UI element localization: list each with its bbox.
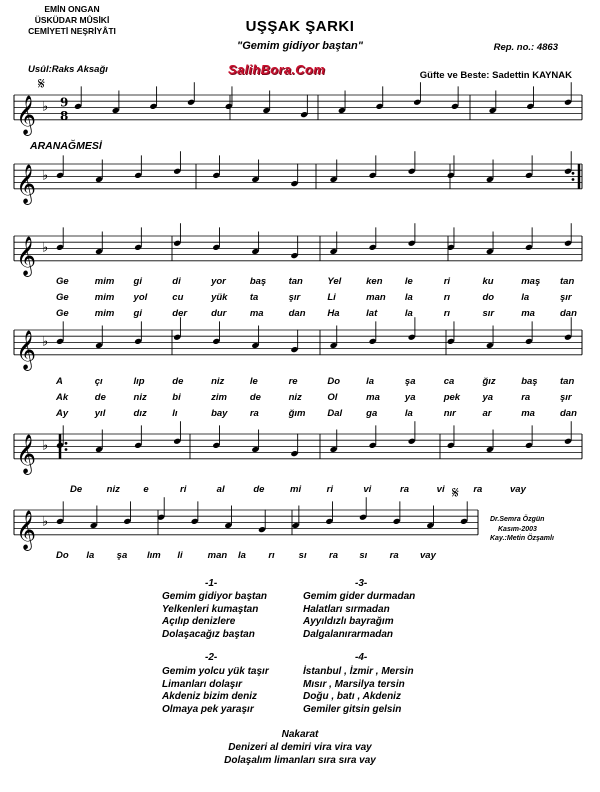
lyric-syllable: Li (327, 292, 336, 303)
song-title: UŞŞAK ŞARKI (245, 18, 355, 35)
lyric-syllable: lıp (133, 376, 145, 387)
lyric-syllable: şır (288, 292, 301, 303)
lyric-syllable: la (521, 292, 530, 303)
stanza-line: Yelkenleri kumaştan (162, 603, 259, 615)
time-signature-bottom: 8 (60, 108, 69, 123)
lyric-syllable: şır (560, 392, 572, 403)
treble-clef-icon: 𝄞 (16, 163, 37, 204)
lyric-syllable: ku (482, 276, 494, 287)
stanza-line: İstanbul , İzmir , Mersin (303, 666, 414, 677)
lyric-syllable: ma (521, 408, 535, 419)
lyric-syllable: vay (420, 550, 436, 561)
usul-label: Usûl:Raks Aksağı (28, 64, 108, 75)
lyric-syllable: la (238, 550, 246, 561)
key-signature-icon: ♭ (42, 99, 49, 115)
lyric-syllable: la (366, 376, 375, 387)
lyric-syllable: Yel (327, 276, 342, 287)
lyric-syllable: la (404, 308, 413, 319)
lyric-syllable: Ha (327, 308, 340, 319)
stanza-line: Açılıp denizlere (162, 616, 236, 628)
lyric-syllable: niz (106, 484, 120, 495)
lyric-syllable: baş (249, 276, 267, 287)
lyric-syllable: niz (288, 392, 302, 403)
lyric-syllable: Ge (56, 292, 69, 303)
lyric-syllable: Ol (327, 392, 338, 403)
song-subtitle: "Gemim gidiyor baştan" (237, 40, 363, 52)
lyric-syllable: dur (211, 308, 227, 319)
lyric-syllable: dan (560, 408, 577, 419)
lyric-syllable: vi (436, 484, 445, 495)
lyric-syllable: mim (94, 308, 115, 319)
stanza-line: Akdeniz bizim deniz (162, 691, 258, 703)
stanza-line: Limanları dolaşır (162, 678, 243, 690)
lyric-syllable: baş (521, 376, 538, 387)
treble-clef-icon: 𝄞 (16, 235, 37, 276)
stanza-line: Gemim gidiyor baştan (162, 591, 268, 602)
publisher-line: CEMİYETİ NEŞRİYÂTI (28, 26, 116, 36)
treble-clef-icon: 𝄞 (16, 509, 37, 550)
lyric-syllable: Do (327, 376, 341, 387)
lyric-syllable: ra (400, 484, 409, 495)
lyric-syllable: ta (249, 292, 259, 303)
lyric-syllable: yıl (94, 408, 106, 419)
lyric-syllable: pek (443, 392, 461, 403)
lyric-syllable: Dal (327, 408, 343, 419)
lyric-syllable: vay (510, 484, 526, 495)
lyric-syllable: man (366, 292, 386, 303)
lyric-syllable: ra (249, 408, 259, 419)
refrain-line: Denizeri al demiri vira vira vay (228, 742, 372, 753)
lyric-syllable: yor (211, 276, 226, 287)
lyric-syllable: le (249, 376, 258, 387)
lyric-syllable: Do (56, 550, 69, 561)
stanza-number: -4- (355, 652, 368, 663)
stanza-line: Gemiler gitsin gelsin (303, 703, 402, 715)
lyric-syllable: bay (211, 408, 228, 419)
lyric-syllable: ğım (288, 408, 306, 419)
segno-icon: 𝄋 (452, 483, 459, 502)
lyric-syllable: vi (363, 484, 372, 495)
key-signature-icon: ♭ (42, 334, 49, 350)
lyric-syllable: Ay (56, 408, 69, 419)
key-signature-icon: ♭ (42, 240, 49, 256)
lyric-syllable: zim (211, 392, 227, 403)
lyric-syllable: mi (290, 484, 302, 495)
refrain-label: Nakarat (281, 729, 319, 740)
stanza-line: Mısır , Marsilya tersin (303, 678, 405, 690)
lyric-syllable: lım (147, 550, 161, 561)
lyric-syllable: şa (116, 550, 128, 561)
lyric-syllable: ri (443, 276, 451, 287)
lyric-syllable: mim (94, 276, 115, 287)
stanza-line: Dalgalanırarmadan (303, 628, 394, 640)
lyric-syllable: de (172, 376, 184, 387)
lyric-syllable: ri (326, 484, 333, 495)
lyric-syllable: man (207, 550, 228, 561)
lyric-syllable: ra (473, 484, 483, 495)
transcriber-credits (490, 515, 554, 544)
lyric-syllable: ma (366, 392, 380, 403)
refrain-line: Dolaşalım limanları sıra sıra vay (224, 755, 376, 766)
lyric-syllable: gi (133, 308, 142, 319)
lyric-syllable: çı (94, 376, 103, 387)
lyric-syllable: rı (443, 308, 451, 319)
repeat-dot (572, 172, 575, 175)
lyric-syllable: do (482, 292, 495, 303)
stanza-2 (162, 666, 269, 716)
lyric-syllable: ma (249, 308, 264, 319)
treble-clef-icon: 𝄞 (16, 433, 37, 474)
lyric-syllable: de (94, 392, 106, 403)
stanza-line: Gemim gider durmadan (303, 591, 416, 602)
lyric-syllable: der (172, 308, 188, 319)
treble-clef-icon: 𝄞 (16, 329, 37, 370)
lyric-syllable: ga (366, 408, 378, 419)
lyric-syllable: niz (211, 376, 225, 387)
lyric-syllable: ğız (482, 376, 496, 387)
stanza-line: Dolaşacağız baştan (162, 628, 255, 640)
lyric-syllable: li (177, 550, 183, 561)
lyric-syllable: ya (482, 392, 494, 403)
time-signature-top: 9 (60, 95, 69, 110)
repeat-dot (65, 442, 68, 445)
lyric-syllable: ca (443, 376, 455, 387)
lyric-syllable: de (249, 392, 261, 403)
lyric-syllable: ri (180, 484, 187, 495)
stanza-line: Olmaya pek yaraşır (162, 703, 254, 715)
lyric-syllable: la (404, 408, 413, 419)
lyric-syllable: al (216, 484, 225, 495)
repeat-dot (65, 448, 68, 451)
lyric-syllable: sı (359, 550, 368, 561)
lyric-syllable: rı (443, 292, 451, 303)
stanza-line: Ayyıldızlı bayrağım (303, 616, 394, 628)
site-logo: SalihBora.Com (228, 62, 326, 77)
lyric-syllable: di (172, 276, 181, 287)
lyric-syllable: Ak (56, 392, 69, 403)
stanza-line: Gemim yolcu yük taşır (162, 666, 269, 677)
lyric-syllable: le (404, 276, 413, 287)
lyric-syllable: şa (404, 376, 416, 387)
lyric-syllable: e (143, 484, 149, 495)
lyric-syllable: ra (521, 392, 531, 403)
lyric-syllable: bi (172, 392, 181, 403)
treble-clef-icon: 𝄞 (16, 94, 37, 135)
lyric-syllable: ken (366, 276, 383, 287)
lyric-syllable: la (404, 292, 413, 303)
key-signature-icon: ♭ (42, 168, 49, 184)
segno-icon: 𝄋 (38, 74, 45, 93)
lyric-syllable: ar (482, 408, 492, 419)
stanza-number: -2- (205, 652, 218, 663)
lyric-syllable: şır (560, 292, 572, 303)
stanza-line: Doğu , batı , Akdeniz (303, 691, 401, 703)
credit-line: Dr.Semra Özgün (490, 516, 545, 523)
stanza-4 (303, 666, 414, 716)
lyric-syllable: dız (133, 408, 147, 419)
lyric-syllable: lat (366, 308, 378, 319)
lyric-syllable: A (56, 376, 63, 387)
lyric-syllable: ma (521, 308, 535, 319)
lyric-syllable: gi (133, 276, 142, 287)
lyric-syllable: tan (560, 376, 575, 387)
lyric-syllable: cu (172, 292, 184, 303)
lyric-syllable: re (288, 376, 298, 387)
publisher-line: EMİN ONGAN (44, 4, 100, 14)
lyric-syllable: lı (172, 408, 178, 419)
lyric-syllable: sır (482, 308, 495, 319)
lyric-syllable: Ge (56, 308, 69, 319)
stanza-number: -1- (205, 578, 218, 589)
lyric-syllable: niz (133, 392, 147, 403)
stanza-line: Halatları sırmadan (303, 603, 390, 615)
section-label: ARANAĞMESİ (30, 140, 102, 152)
stanza-1 (162, 591, 267, 641)
rep-number: Rep. no.: 4863 (493, 42, 558, 53)
lyric-syllable: nır (443, 408, 456, 419)
lyric-syllable: De (70, 484, 83, 495)
lyric-syllable: ra (329, 550, 338, 561)
lyric-syllable: yük (211, 292, 228, 303)
stanza-3 (303, 591, 415, 641)
lyric-syllable: tan (288, 276, 303, 287)
publisher-line: ÜSKÜDAR MÛSİKİ (34, 15, 110, 25)
lyric-syllable: la (86, 550, 95, 561)
lyric-syllable: yol (133, 292, 148, 303)
lyric-syllable: dan (288, 308, 306, 319)
credit-line: Kay.:Metin Özşamlı (490, 535, 554, 542)
key-signature-icon: ♭ (42, 438, 49, 454)
repeat-dot (572, 178, 575, 181)
credit-line: Kasım-2003 (498, 525, 537, 533)
lyric-syllable: maş (521, 276, 541, 287)
lyric-syllable: rı (268, 550, 275, 561)
lyric-syllable: mim (94, 292, 115, 303)
lyric-syllable: dan (560, 308, 577, 319)
composer-label: Güfte ve Beste: Sadettin KAYNAK (419, 70, 572, 81)
key-signature-icon: ♭ (42, 514, 49, 530)
lyric-syllable: de (253, 484, 265, 495)
lyric-syllable: sı (298, 550, 307, 561)
lyric-syllable: tan (560, 276, 575, 287)
refrain (0, 728, 600, 767)
lyric-syllable: ra (389, 550, 399, 561)
stanza-number: -3- (355, 578, 368, 589)
lyric-syllable: Ge (56, 276, 69, 287)
lyric-syllable: ya (404, 392, 416, 403)
